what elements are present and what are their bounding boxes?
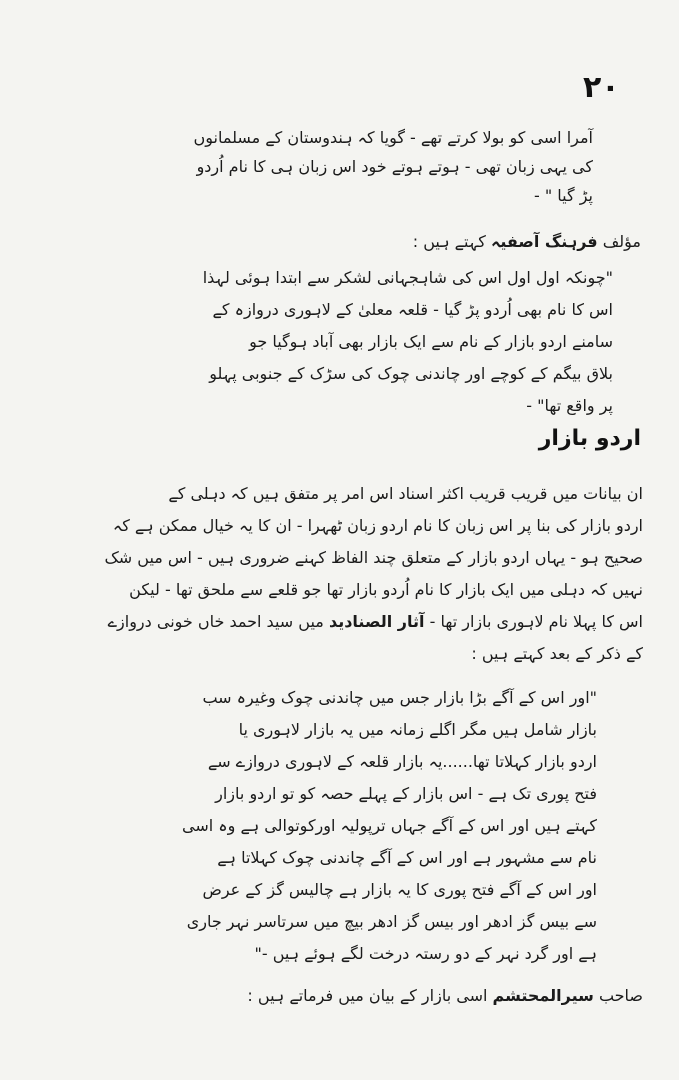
- section-heading: اردو بازار: [538, 426, 641, 451]
- quote2-line-8: سے بیس گز ادھر اور بیس گز ادھر بیچ میں سرتاسر نہر جاری: [186, 912, 597, 931]
- quote2-line-7: اور اس کے آگے فتح پوری کا یہ بازار ہے چالیس گز کے عرض: [202, 880, 597, 899]
- muallif-line: [31, 232, 641, 251]
- quote1-line-1: "چونکہ اول اول اس کی شاہجہانی لشکر سے ابتدا ہوئی لہذا: [202, 268, 613, 287]
- quote1-line-4: بلاق بیگم کے کوچے اور چاندنی چوک کی سڑک کے جنوبی پہلو: [209, 364, 613, 383]
- page-edge: [679, 0, 685, 1080]
- farhang-asifiya-title: فرہنگ آصفیہ: [490, 232, 598, 251]
- quote2-line-1: "اور اس کے آگے بڑا بازار جس میں چاندنی چوک وغیرہ سب: [202, 688, 597, 707]
- quote1-line-5: پر واقع تھا" -: [526, 396, 613, 415]
- quote1-line-2: اس کا نام بھی اُردو پڑ گیا - قلعہ معلیٰ کے لاہوری دروازہ کے: [212, 300, 613, 319]
- para2-line-3: صحیح ہو - یہاں اردو بازار کے متعلق چند الفاظ کہنے ضروری ہیں - اس میں شک: [104, 548, 643, 567]
- last-line-suffix: اسی بازار کے بیان میں فرماتے ہیں :: [247, 986, 488, 1005]
- intro-line-3: پڑ گیا " -: [534, 186, 593, 205]
- para2-line-5-suffix: میں سید احمد خاں خونی دروازے: [107, 612, 324, 631]
- quote2-line-9: ہے اور گرد نہر کے دو رستہ درخت لگے ہوئے ہیں -": [254, 944, 597, 963]
- muallif-prefix: مؤلف: [602, 232, 641, 251]
- quote2-line-4: فتح پوری تک ہے - اس بازار کے پہلے حصہ کو تو اردو بازار: [215, 784, 597, 803]
- last-line: [33, 986, 643, 1005]
- para2-line-4: نہیں کہ دہلی میں ایک بازار کا نام اُردو بازار تھا جو قلعے سے ملحق تھا - لیکن: [129, 580, 643, 599]
- para2-line-5-prefix: اس کا پہلا نام لاہوری بازار تھا -: [429, 612, 643, 631]
- para2-line-5: [33, 612, 643, 631]
- quote1-line-3: سامنے اردو بازار کے نام سے ایک بازار بھی آباد ہوگیا جو: [249, 332, 613, 351]
- muallif-suffix: کہتے ہیں :: [412, 232, 486, 251]
- seer-ul-muhtasham-title: سیرالمحتشم: [492, 986, 594, 1005]
- para2-line-2: اردو بازار کی بنا پر اس زبان کا نام اردو زبان ٹھہرا - ان کا یہ خیال ممکن ہے کہ: [112, 516, 643, 535]
- para2-line-6: کے ذکر کے بعد کہتے ہیں :: [471, 644, 643, 663]
- quote2-line-2: بازار شامل ہیں مگر اگلے زمانہ میں یہ بازار لاہوری یا: [238, 720, 597, 739]
- asar-us-sanadid-title: آثار الصنادید: [328, 612, 425, 631]
- last-line-prefix: صاحب: [598, 986, 643, 1005]
- quote2-line-5: کہتے ہیں اور اس کے آگے جہاں ترپولیہ اورکوتوالی ہے وہ اسی: [182, 816, 597, 835]
- intro-line-1: آمرا اسی کو بولا کرتے تھے - گویا کہ ہندوستان کے مسلمانوں: [193, 128, 593, 147]
- quote2-line-3: اردو بازار کہلاتا تھا......یہ بازار قلعہ کے لاہوری دروازے سے: [207, 752, 597, 771]
- intro-line-2: کی یہی زبان تھی - ہوتے ہوتے خود اس زبان ہی کا نام اُردو: [196, 157, 593, 176]
- quote2-line-6: نام سے مشہور ہے اور اس کے آگے چاندنی چوک کہلاتا ہے: [217, 848, 597, 867]
- para2-line-1: ان بیانات میں قریب قریب اکثر اسناد اس امر پر متفق ہیں کہ دہلی کے: [168, 484, 643, 503]
- page-number: ۲۰: [583, 70, 620, 105]
